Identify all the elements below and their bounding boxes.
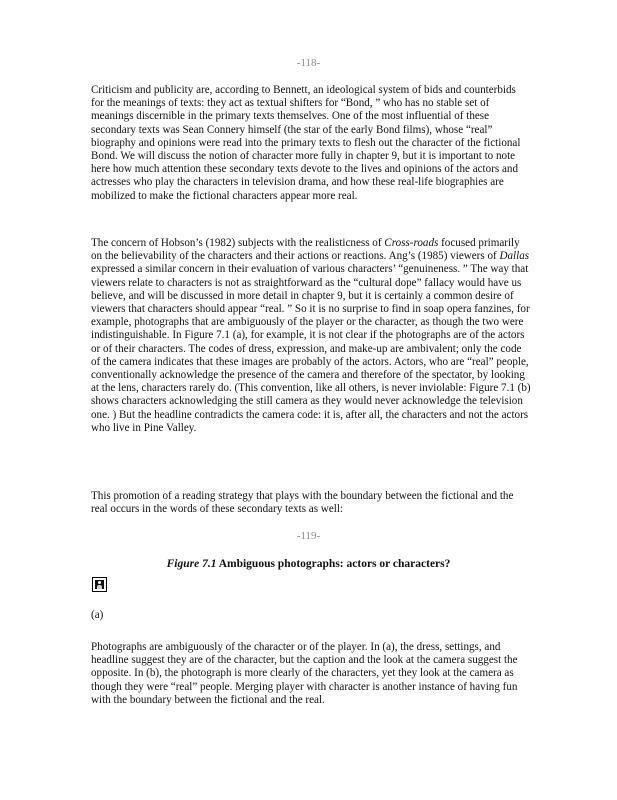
figure-label: Figure 7.1 [166, 558, 217, 570]
image-placeholder-icon[interactable] [92, 577, 107, 592]
paragraph-reading-strategy: This promotion of a reading strategy that plays with the boundary between the fictional and the real occurs in the words of these secondary texts as well: [91, 490, 514, 516]
figure-title: Ambiguous photographs: actors or characters? [216, 558, 451, 570]
figure-caption [0, 558, 617, 570]
page-number-top: -118- [296, 57, 321, 69]
photo-portrait-icon [95, 580, 104, 589]
portrait-body-shape [97, 585, 102, 589]
title-dallas: Dallas [499, 250, 530, 263]
paragraph-bennett: Criticism and publicity are, according to Bennett, an ideological system of bids and counterbids for the meanings of texts: they act as textual shifters for “Bond, ” who has no stable set of meanings discernible in the primary texts themselves. One of the most influential of these secondary texts was Sean Connery himself (the star of the early Bond films), whose “real” biography and opinions were read into the primary texts to flesh out the character of the fictional Bond. We will discuss the notion of character more fully in chapter 9, but it is important to note here how much attention these secondary texts devote to the lives and opinions of the actors and actresses who play the characters in television drama, and how these real-life biographies are mobilized to make the fictional characters appear more real. [91, 84, 521, 202]
subfigure-label: (a) [91, 609, 104, 621]
paragraph-hobson [91, 237, 531, 435]
page-number-middle: -119- [296, 530, 321, 542]
portrait-head-shape [98, 581, 101, 584]
paragraph-hobson-text-2: focused primarily on the believability of the characters and their actions or reactions. Ang’s (1985) viewers of [91, 237, 520, 263]
paragraph-hobson-text-1: The concern of Hobson’s (1982) subjects with the realisticness of [91, 237, 385, 249]
paragraph-figure-description: Photographs are ambiguously of the character or of the player. In (a), the dress, settings, and headline suggest they are of the character, but the caption and the look at the camera suggest the opposite. In (b), the photograph is more clearly of the characters, yet they look at the camera as though they were “real” people. Merging player with character is another instance of having fun with the boundary between the fictional and the real. [91, 641, 518, 706]
title-crossroads: Cross-roads [384, 237, 439, 249]
paragraph-hobson-text-3: expressed a similar concern in their evaluation of various characters’ “genuineness. ” The way that viewers relate to characters is not as straightforward as the “cultural dope” fallacy would have us believe, and will be discussed in more detail in chapter 9, but it is certainly a common desire of viewers that characters should appear “real. ” So it is no surprise to find in soap opera fanzines, for example, photographs that are ambiguously of the player or the character, as though the two were indistinguishable. In Figure 7.1 (a), for example, it is not clear if the photographs are of the actors or of their characters. The codes of dress, expression, and make-up are ambivalent; only the code of the camera indicates that these images are probably of the actors. Actors, who are “real” people, conventionally acknowledge the presence of the camera and therefore of the spectator, by looking at the lens, characters rarely do. (This convention, like all others, is never inviolable: Figure 7.1 (b) shows characters acknowledging the still camera as they would never acknowledge the television one. ) But the headline contradicts the camera code: it is, after all, the characters and not the actors who live in Pine Valley. [91, 263, 531, 434]
